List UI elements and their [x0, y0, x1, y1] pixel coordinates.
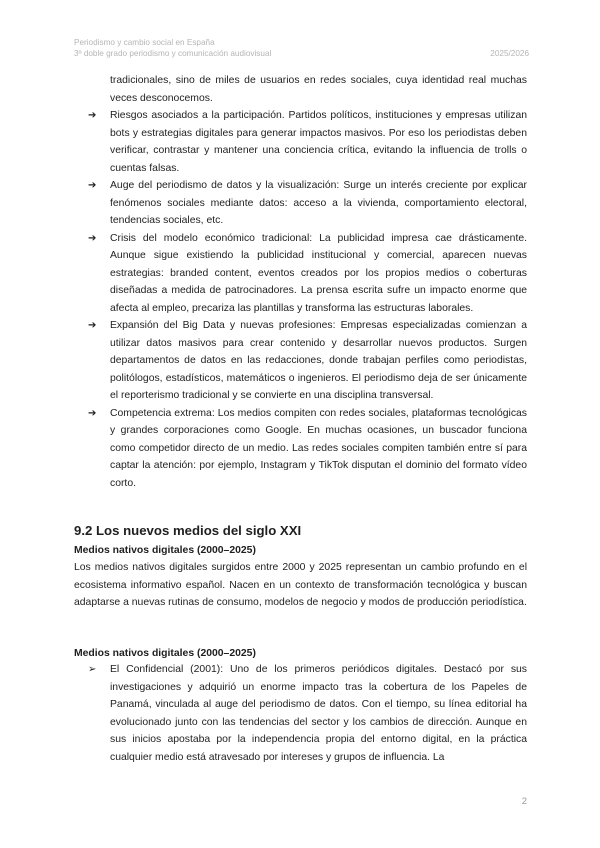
header-course-title: Periodismo y cambio social en España [74, 38, 215, 47]
section-heading: 9.2 Los nuevos medios del siglo XXI [74, 523, 302, 538]
list-item-text: Riesgos asociados a la participación. Partidos políticos, instituciones y empresas utilizan bots y estrategias digitales para generar impactos masivos. Por eso los periodistas deben verificar, contrastar y mantener una conciencia crítica, evitando la influencia de trolls o cuentas falsas. [110, 110, 527, 174]
arrow-bullet-icon: ➔ [88, 110, 97, 121]
list-item-text: Expansión del Big Data y nuevas profesiones: Empresas especializadas comienzan a utilizar datos masivos para crear contenido y desarrollar nuevos productos. Surgen departamentos de datos en las redacciones, donde trabajan perfiles como periodistas, politólogos, estadísticos, matemáticos o ingenieros. El periodismo deja de ser únicamente el reporterismo tradicional y se convierte en una disciplina transversal. [110, 320, 527, 401]
list-item-text: Auge del periodismo de datos y la visualización: Surge un interés creciente por explicar fenómenos sociales mediante datos: acceso a la vivienda, comportamiento electoral, tendencias sociales, etc. [110, 180, 527, 226]
subsection-native-media [74, 545, 527, 612]
list-item [74, 177, 527, 230]
list-item-text: Crisis del modelo económico tradicional: La publicidad impresa cae drásticamente. Aunque sigue existiendo la publicidad institucional y comercial, aparecen nuevas estrategias: branded content, eventos creados por los propios medios o coberturas diseñadas a medida de patrocinadores. La prensa escrita sufre un impacto enorme que afecta al empleo, precariza las plantillas y transforma las estructuras laborales. [110, 232, 527, 314]
page-number: 2 [521, 796, 527, 807]
list-item [74, 230, 527, 318]
list-item [74, 405, 527, 493]
page-header [74, 37, 529, 59]
arrow-bullet-icon: ➔ [88, 180, 97, 191]
arrow-bullet-icon: ➔ [88, 232, 97, 244]
media-list [74, 661, 527, 766]
list-item-text: Competencia extrema: Los medios compiten con redes sociales, plataformas tecnológicas y grandes corporaciones como Google. En muchas ocasiones, un buscador funciona como competidor directo de un medio. Las redes sociales compiten también entre sí para captar la atención: por ejemplo, Instagram y TikTok disputan el dominio del formato vídeo corto. [110, 407, 527, 489]
bullet-list [74, 72, 527, 492]
bullet-section [74, 72, 527, 492]
subsection-native-media-list [74, 648, 527, 766]
arrow-bullet-icon: ➔ [88, 320, 97, 331]
header-degree: 3º doble grado periodismo y comunicación audiovisual [74, 49, 272, 58]
subsection-heading: Medios nativos digitales (2000–2025) [74, 545, 256, 556]
list-item [74, 317, 527, 405]
triangle-bullet-icon: ➢ [88, 664, 97, 675]
list-item [74, 72, 527, 107]
paragraph: Los medios nativos digitales surgidos entre 2000 y 2025 representan un cambio profundo en el ecosistema informativo español. Nacen en un contexto de transformación tecnológica y buscan adaptarse a nuevas rutinas de consumo, modelos de negocio y modos de producción periodística. [74, 562, 527, 609]
header-year: 2025/2026 [490, 49, 529, 58]
list-item [74, 107, 527, 177]
arrow-bullet-icon: ➔ [88, 407, 97, 419]
subsection-heading: Medios nativos digitales (2000–2025) [74, 648, 256, 659]
list-item-text: El Confidencial (2001): Uno de los primeros periódicos digitales. Destacó por sus investigaciones y adquirió un enorme impacto tras la cobertura de los Papeles de Panamá, vinculada al auge del periodismo de datos. Con el tiempo, su línea editorial ha evolucionado junto con las tendencias del sector y los cambios de dirección. Aunque en sus inicios apostaba por la independencia propia del entorno digital, en la práctica cualquier medio está atravesado por intereses y grupos de influencia. La [110, 664, 527, 763]
list-item [74, 661, 527, 766]
list-item-text: tradicionales, sino de miles de usuarios en redes sociales, cuya identidad real muchas veces desconocemos. [110, 75, 527, 104]
